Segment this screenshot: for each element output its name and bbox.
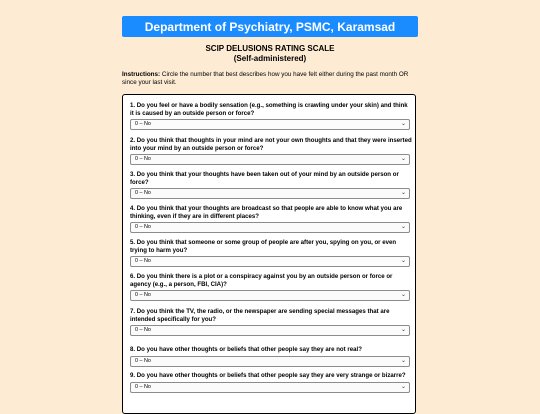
instructions [122, 71, 422, 87]
answer-select-value: 0 – No [135, 258, 151, 265]
page-header [122, 16, 418, 37]
chevron-down-icon: ⌄ [400, 292, 406, 299]
question-text: 8. Do you have other thoughts or beliefs that other people say they are not real? [130, 346, 362, 353]
chevron-down-icon: ⌄ [400, 190, 406, 197]
question-text: 3. Do you think that your thoughts have been taken out of your mind by an outside person or force? [130, 171, 399, 186]
question-6 [130, 273, 412, 301]
question-text: 1. Do you feel or have a bodily sensation (e.g., something is crawling under your skin) and think it is caused by an outside person or force? [130, 102, 408, 117]
question-text: 7. Do you think the TV, the radio, or the newspaper are sending special messages that are intended specifically for you? [130, 308, 390, 323]
answer-select[interactable] [130, 188, 410, 199]
answer-select-value: 0 – No [135, 357, 151, 364]
question-5 [130, 239, 412, 267]
answer-select-value: 0 – No [135, 121, 151, 128]
answer-select-value: 0 – No [135, 383, 151, 390]
answer-select[interactable] [130, 222, 410, 233]
scale-title-block [122, 44, 418, 64]
question-text: 5. Do you think that someone or some group of people are after you, spying on you, or even trying to harm you? [130, 239, 397, 254]
question-8 [130, 346, 412, 367]
answer-select[interactable] [130, 154, 410, 165]
chevron-down-icon: ⌄ [400, 327, 406, 334]
chevron-down-icon: ⌄ [400, 156, 406, 163]
question-text: 2. Do you think that thoughts in your mind are not your own thoughts and that they were inserted into your mind by an outside person or force? [130, 137, 412, 152]
question-text: 4. Do you think that your thoughts are broadcast so that people are able to know what you are thinking, even if they are in different places? [130, 205, 403, 220]
answer-select-value: 0 – No [135, 327, 151, 334]
instructions-label: Instructions: [122, 71, 161, 78]
question-2 [130, 137, 412, 165]
answer-select[interactable] [130, 382, 410, 393]
answer-select-value: 0 – No [135, 292, 151, 299]
chevron-down-icon: ⌄ [400, 258, 406, 265]
question-9 [130, 372, 412, 393]
header-title: Department of Psychiatry, PSMC, Karamsad [144, 19, 396, 34]
answer-select[interactable] [130, 256, 410, 267]
answer-select[interactable] [130, 325, 410, 336]
question-text: 6. Do you think there is a plot or a conspiracy against you by an outside person or force or agency (e.g., a person, FBI, CIA)? [130, 273, 393, 288]
question-3 [130, 171, 412, 199]
question-text: 9. Do you have other thoughts or beliefs that other people say they are very strange or bizarre? [130, 372, 406, 379]
chevron-down-icon: ⌄ [400, 224, 406, 231]
chevron-down-icon: ⌄ [400, 121, 406, 128]
scale-subtitle: (Self-administered) [233, 54, 307, 63]
scale-title: SCIP DELUSIONS RATING SCALE [205, 44, 335, 53]
questions-panel [122, 94, 416, 414]
answer-select[interactable] [130, 119, 410, 130]
question-1 [130, 102, 412, 130]
answer-select-value: 0 – No [135, 156, 151, 163]
question-4 [130, 205, 412, 233]
answer-select-value: 0 – No [135, 190, 151, 197]
answer-select[interactable] [130, 290, 410, 301]
question-7 [130, 308, 412, 336]
chevron-down-icon: ⌄ [400, 383, 406, 390]
chevron-down-icon: ⌄ [400, 357, 406, 364]
answer-select-value: 0 – No [135, 224, 151, 231]
instructions-text: Circle the number that best describes how you have felt either during the past month OR since your last visit. [122, 71, 409, 86]
answer-select[interactable] [130, 356, 410, 367]
